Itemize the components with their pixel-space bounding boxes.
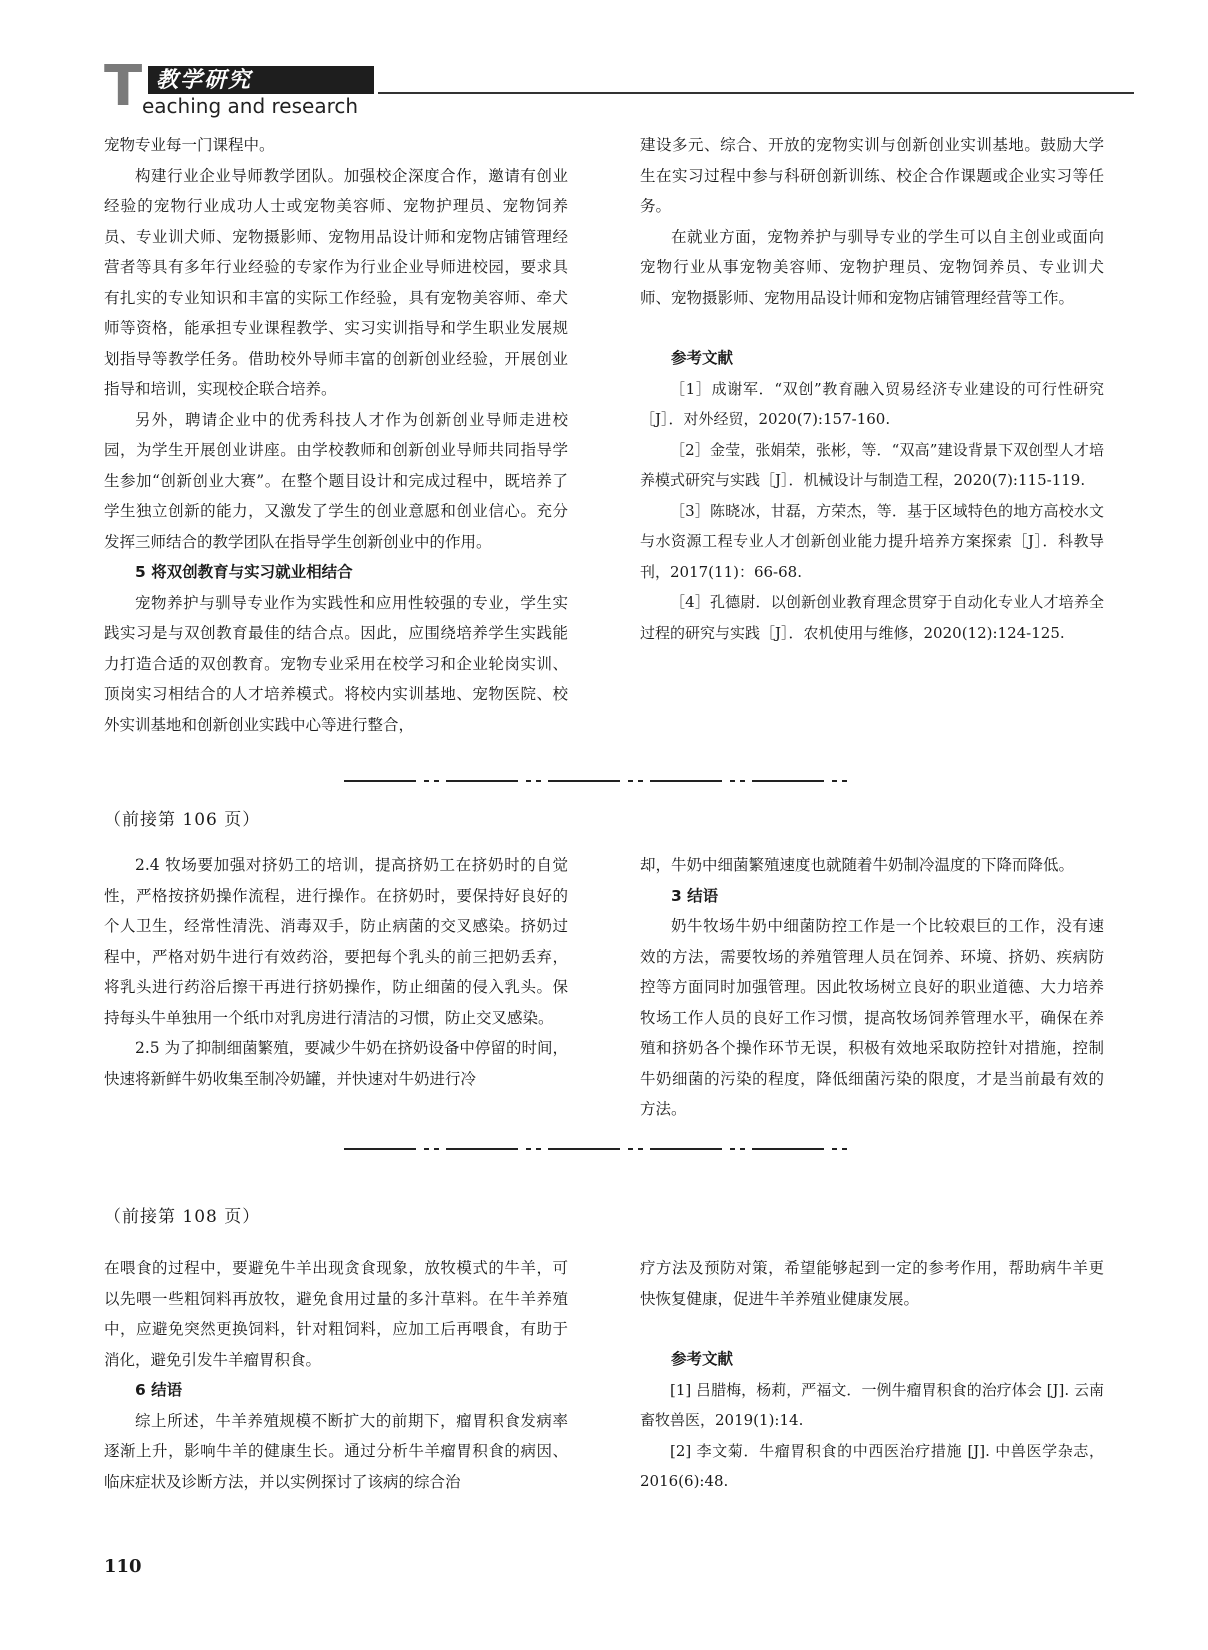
paragraph: 在喂食的过程中，要避免牛羊出现贪食现象，放牧模式的牛羊，可以先喂一些粗饲料再放牧，避免食用过量的多汁草料。在牛羊养殖中，应避免突然更换饲料，针对粗饲料，应加工后再喂食，有助于消化，避免引发牛羊瘤胃积食。 bbox=[104, 1259, 568, 1369]
section-heading: 5 将双创教育与实习就业相结合 bbox=[135, 563, 353, 581]
section3-right-column bbox=[640, 1253, 1104, 1497]
continuation-note-1: （前接第 106 页） bbox=[104, 810, 261, 830]
page-number: 110 bbox=[104, 1556, 142, 1577]
reference-item: ［1］成谢军．“双创”教育融入贸易经济专业建设的可行性研究［J］．对外经贸，2020(7):157-160. bbox=[640, 379, 1104, 428]
reference-item: ［3］陈晓冰，甘磊，方荣杰，等．基于区域特色的地方高校水文与水资源工程专业人才创新创业能力提升培养方案探索［J］．科教导刊，2017(11)：66-68. bbox=[640, 501, 1104, 581]
section2-right-column bbox=[640, 850, 1104, 1125]
section1-left-column bbox=[104, 130, 568, 740]
paragraph: 构建行业企业导师教学团队。加强校企深度合作，邀请有创业经验的宠物行业成功人士或宠物美容师、宠物护理员、宠物饲养员、专业训犬师、宠物摄影师、宠物用品设计师和宠物店铺管理经营者等具有多年行业经验的专家作为行业企业导师进校园，要求具有扎实的专业知识和丰富的实际工作经验，具有宠物美容师、牵犬师等资格，能承担专业课程教学、实习实训指导和学生职业发展规划指导等教学任务。借助校外导师丰富的创新创业经验，开展创业指导和培训，实现校企联合培养。 bbox=[104, 166, 568, 398]
section-heading: 6 结语 bbox=[135, 1381, 183, 1399]
references-heading: 参考文献 bbox=[671, 349, 734, 367]
paragraph: 建设多元、综合、开放的宠物实训与创新创业实训基地。鼓励大学生在实习过程中参与科研创新训练、校企合作课题或企业实习等任务。 bbox=[640, 136, 1104, 215]
paragraph: 宠物养护与驯导专业作为实践性和应用性较强的专业，学生实践实习是与双创教育最佳的结合点。因此，应围绕培养学生实践能力打造合适的双创教育。宠物专业采用在校学习和企业轮岗实训、顶岗实习相结合的人才培养模式。将校内实训基地、宠物医院、校外实训基地和创新创业实践中心等进行整合， bbox=[104, 593, 568, 734]
header-rule bbox=[378, 92, 1134, 94]
paragraph: 2.5 为了抑制细菌繁殖，要减少牛奶在挤奶设备中停留的时间，快速将新鲜牛奶收集至制冷奶罐，并快速对牛奶进行冷 bbox=[104, 1039, 568, 1088]
paragraph: 2.4 牧场要加强对挤奶工的培训，提高挤奶工在挤奶时的自觉性，严格按挤奶操作流程，进行操作。在挤奶时，要保持好良好的个人卫生，经常性清洗、消毒双手，防止病菌的交叉感染。挤奶过程中，严格对奶牛进行有效药浴，要把每个乳头的前三把奶丢弃，将乳头进行药浴后擦干再进行挤奶操作，防止细菌的侵入乳头。保持每头牛单独用一个纸巾对乳房进行清洁的习惯，防止交叉感染。 bbox=[104, 856, 568, 1027]
paragraph: 奶牛牧场牛奶中细菌防控工作是一个比较艰巨的工作，没有速效的方法，需要牧场的养殖管理人员在饲养、环境、挤奶、疾病防控等方面同时加强管理。因此牧场树立良好的职业道德、大力培养牧场工作人员的良好工作习惯，提高牧场饲养管理水平，确保在养殖和挤奶各个操作环节无误，积极有效地采取防控针对措施，控制牛奶细菌的污染的程度，降低细菌污染的限度，才是当前最有效的方法。 bbox=[640, 917, 1104, 1118]
paragraph: 另外，聘请企业中的优秀科技人才作为创新创业导师走进校园，为学生开展创业讲座。由学校教师和创新创业导师共同指导学生参加“创新创业大赛”。在整个题目设计和完成过程中，既培养了学生独立创新的能力，又激发了学生的创业意愿和创业信心。充分发挥三师结合的教学团队在指导学生创新创业中的作用。 bbox=[104, 410, 568, 551]
references-heading: 参考文献 bbox=[671, 1350, 734, 1368]
header-title-en: eaching and research bbox=[142, 94, 359, 118]
paragraph: 却，牛奶中细菌繁殖速度也就随着牛奶制冷温度的下降而降低。 bbox=[640, 856, 1075, 874]
paragraph: 综上所述，牛羊养殖规模不断扩大的前期下，瘤胃积食发病率逐渐上升，影响牛羊的健康生长。通过分析牛羊瘤胃积食的病因、临床症状及诊断方法，并以实例探讨了该病的综合治 bbox=[104, 1411, 568, 1491]
separator-1 bbox=[344, 780, 864, 782]
reference-item: ［2］金莹，张娟荣，张彬，等．“双高”建设背景下双创型人才培养模式研究与实践［J］．机械设计与制造工程，2020(7):115-119. bbox=[640, 440, 1104, 489]
paragraph: 在就业方面，宠物养护与驯导专业的学生可以自主创业或面向宠物行业从事宠物美容师、宠物护理员、宠物饲养员、专业训犬师、宠物摄影师、宠物用品设计师和宠物店铺管理经营等工作。 bbox=[640, 227, 1104, 307]
separator-2 bbox=[344, 1148, 864, 1150]
paragraph: 疗方法及预防对策，希望能够起到一定的参考作用，帮助病牛羊更快恢复健康，促进牛羊养殖业健康发展。 bbox=[640, 1259, 1104, 1308]
reference-item: [1] 吕腊梅，杨莉，严福文．一例牛瘤胃积食的治疗体会 [J]. 云南畜牧兽医，2019(1):14. bbox=[640, 1380, 1104, 1429]
header-logo-letter: T bbox=[104, 54, 143, 119]
section-heading: 3 结语 bbox=[671, 886, 719, 905]
section3-left-column bbox=[104, 1253, 568, 1497]
page-header bbox=[104, 54, 1134, 119]
paragraph: 宠物专业每一门课程中。 bbox=[104, 136, 275, 154]
section2-left-column bbox=[104, 850, 568, 1094]
reference-item: [2] 李文菊．牛瘤胃积食的中西医治疗措施 [J]. 中兽医学杂志，2016(6):48. bbox=[640, 1441, 1104, 1490]
continuation-note-2: （前接第 108 页） bbox=[104, 1207, 261, 1227]
header-title-cn: 教学研究 bbox=[156, 67, 253, 93]
reference-item: ［4］孔德尉．以创新创业教育理念贯穿于自动化专业人才培养全过程的研究与实践［J］．农机使用与维修，2020(12):124-125. bbox=[640, 593, 1104, 642]
section1-right-column bbox=[640, 130, 1104, 648]
